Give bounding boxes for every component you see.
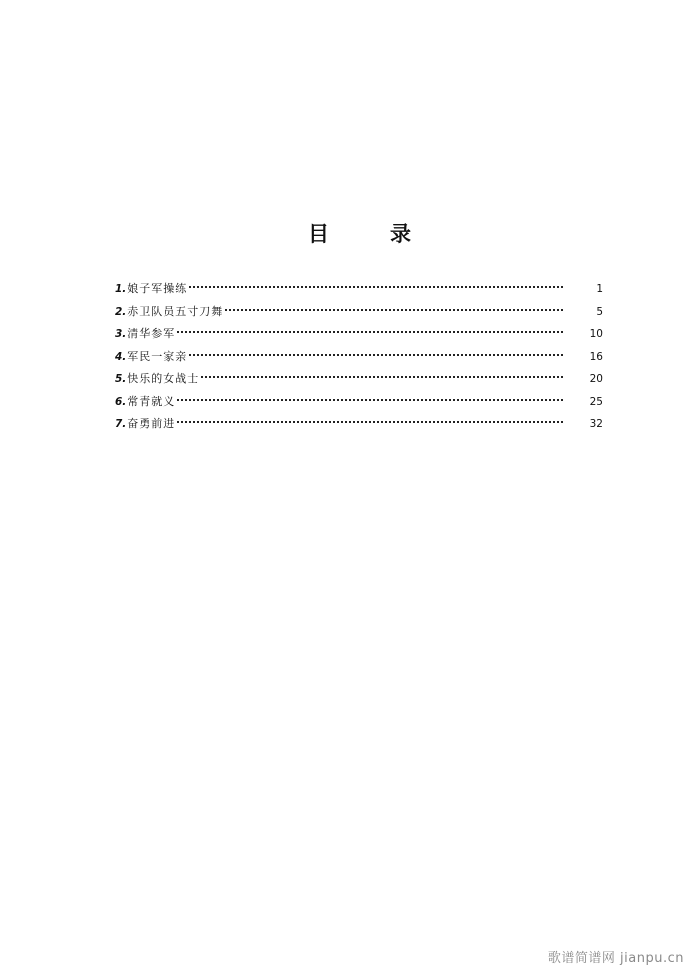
site-watermark: 歌谱简谱网 jianpu.cn [547, 951, 684, 966]
toc-entry-title: 赤卫队员五寸刀舞 [127, 304, 224, 318]
toc-leader-dots [177, 331, 563, 333]
toc-entry-5 [115, 368, 603, 391]
toc-leader-dots [225, 309, 563, 311]
toc-leader-dots [189, 354, 563, 356]
toc-entry-page: 25 [589, 395, 603, 408]
title-char-1: 目 [308, 222, 329, 246]
toc-entry-page: 20 [589, 373, 603, 385]
title-char-2: 录 [390, 222, 411, 246]
toc-entry-number: 2. [115, 305, 127, 318]
toc-entry-title: 常青就义 [127, 394, 176, 408]
toc-entry-title: 清华参军 [127, 327, 176, 340]
toc-entry-page: 5 [596, 305, 603, 318]
toc-entry-number: 7. [115, 418, 127, 430]
toc-entry-number: 5. [115, 373, 127, 385]
toc-entry-page: 10 [589, 328, 603, 340]
toc-entry-page: 32 [589, 418, 603, 430]
toc-entry-page: 16 [589, 350, 603, 363]
toc-entry-page: 1 [596, 283, 603, 295]
toc-leader-dots [201, 376, 563, 378]
toc-entry-1 [115, 278, 603, 301]
toc-entry-title: 奋勇前进 [127, 417, 176, 430]
toc-entry-6 [115, 391, 603, 414]
toc-entry-title: 军民一家亲 [127, 349, 188, 363]
toc-entry-3 [115, 323, 603, 346]
toc-entry-number: 4. [115, 350, 127, 363]
table-of-contents [115, 278, 603, 436]
toc-entry-number: 6. [115, 395, 127, 408]
toc-leader-dots [177, 399, 563, 401]
toc-entry-2 [115, 301, 603, 324]
toc-leader-dots [189, 286, 563, 288]
toc-entry-title: 快乐的女战士 [127, 372, 200, 385]
toc-entry-number: 1. [115, 283, 127, 295]
toc-entry-7 [115, 413, 603, 436]
toc-entry-4 [115, 346, 603, 369]
toc-entry-title: 娘子军操练 [127, 282, 188, 295]
toc-entry-number: 3. [115, 328, 127, 340]
toc-leader-dots [177, 421, 563, 423]
